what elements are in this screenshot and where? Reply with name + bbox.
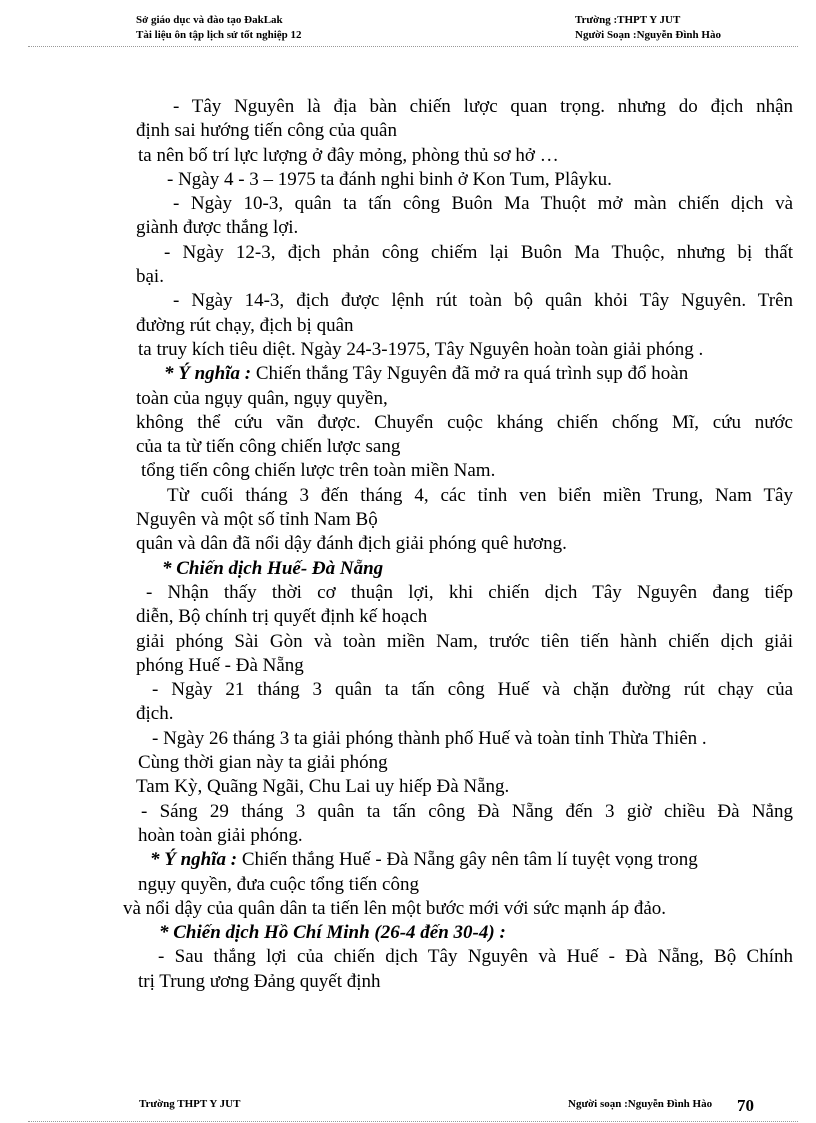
- heading-ho-chi-minh-campaign: * Chiến dịch Hồ Chí Minh (26-4 đến 30-4) :: [159, 922, 506, 944]
- text-line: định sai hướng tiến công của quân: [136, 120, 397, 142]
- text-line: tổng tiến công chiến lược trên toàn miền Nam.: [141, 460, 496, 482]
- text-fragment: Chiến thắng Huế - Đà Nẵng gây nên tâm lí tuyệt vọng trong: [237, 849, 698, 871]
- text-line: - Ngày 26 tháng 3 ta giải phóng thành phố Huế và toàn tỉnh Thừa Thiên .: [152, 727, 707, 749]
- text-line: và nổi dậy của quân dân ta tiến lên một bước mới với sức mạnh áp đảo.: [123, 897, 667, 919]
- header-right: [575, 13, 721, 43]
- footer-school: Trường THPT Y JUT: [139, 1098, 241, 1110]
- text-line: giành được thắng lợi.: [136, 217, 299, 239]
- heading-significance: * Ý nghĩa :: [164, 363, 252, 385]
- header-school-department: Sở giáo dục và đào tạo ĐakLak: [136, 14, 283, 26]
- text-line: hoàn toàn giải phóng.: [138, 824, 303, 846]
- text-line: - Sau thắng lợi của chiến dịch Tây Nguyên và Huế - Đà Nẵng, Bộ Chính: [158, 946, 793, 968]
- text-line: trị Trung ương Đảng quyết định: [138, 970, 381, 992]
- text-line: diễn, Bộ chính trị quyết định kế hoạch: [136, 606, 428, 628]
- text-line: bại.: [136, 266, 164, 288]
- text-line: - Tây Nguyên là địa bàn chiến lược quan trọng. nhưng do địch nhận: [173, 96, 793, 117]
- text-line: - Ngày 4 - 3 – 1975 ta đánh nghi binh ở Kon Tum, Plâyku.: [167, 168, 612, 190]
- text-line: quân và dân đã nổi dậy đánh địch giải phóng quê hương.: [136, 533, 567, 555]
- text-line: - Ngày 21 tháng 3 quân ta tấn công Huế và chặn đường rút chạy của: [152, 679, 793, 701]
- text-fragment: Chiến thắng Tây Nguyên đã mở ra quá trình sụp đổ hoàn: [251, 363, 689, 385]
- text-line: ta truy kích tiêu diệt. Ngày 24-3-1975, Tây Nguyên hoàn toàn giải phóng .: [138, 338, 704, 360]
- text-line: - Ngày 14-3, địch được lệnh rút toàn bộ quân khỏi Tây Nguyên. Trên: [173, 290, 793, 312]
- text-line: của ta từ tiến công chiến lược sang: [136, 436, 401, 458]
- text-line: ngụy quyền, đưa cuộc tổng tiến công: [138, 873, 419, 895]
- text-line: phóng Huế - Đà Nẵng: [136, 654, 304, 676]
- text-line: [136, 362, 793, 386]
- text-line: - Nhận thấy thời cơ thuận lợi, khi chiến dịch Tây Nguyên đang tiếp: [146, 581, 793, 603]
- text-line: [136, 848, 793, 872]
- text-line: Từ cuối tháng 3 đến tháng 4, các tỉnh ven biển miền Trung, Nam Tây: [167, 484, 793, 506]
- text-line: - Ngày 10-3, quân ta tấn công Buôn Ma Thuột mở màn chiến dịch và: [173, 193, 793, 215]
- text-line: địch.: [136, 703, 174, 725]
- text-line: - Ngày 12-3, địch phản công chiếm lại Buôn Ma Thuộc, nhưng bị thất: [164, 241, 793, 263]
- text-line: ta nên bố trí lực lượng ở đây mỏng, phòng thủ sơ hở …: [138, 144, 559, 166]
- text-line: không thể cứu vãn được. Chuyển cuộc kháng chiến chống Mĩ, cứu nước: [136, 411, 793, 433]
- document-body: [123, 95, 793, 994]
- heading-hue-danang-campaign: * Chiến dịch Huế- Đà Nẵng: [162, 557, 384, 579]
- text-line: Nguyên và một số tỉnh Nam Bộ: [136, 509, 378, 531]
- text-line: - Sáng 29 tháng 3 quân ta tấn công Đà Nẵng đến 3 giờ chiều Đà Nẳng: [141, 800, 793, 822]
- text-line: Cùng thời gian này ta giải phóng: [138, 752, 388, 774]
- text-line: đường rút chạy, địch bị quân: [136, 314, 354, 336]
- heading-significance: * Ý nghĩa :: [150, 849, 238, 871]
- header-left: [136, 13, 302, 43]
- header-document-title: Tài liệu ôn tập lịch sử tốt nghiệp 12: [136, 29, 302, 41]
- text-line: giải phóng Sài Gòn và toàn miền Nam, trước tiên tiến hành chiến dịch giải: [136, 630, 793, 652]
- text-line: toàn của ngụy quân, ngụy quyền,: [136, 387, 388, 409]
- header-school-name: Trường :THPT Y JUT: [575, 14, 681, 26]
- text-line: Tam Kỳ, Quãng Ngãi, Chu Lai uy hiếp Đà Nẵng.: [136, 776, 510, 798]
- footer-author: Người soạn :Nguyễn Đình Hào: [568, 1098, 713, 1110]
- header-divider: [28, 46, 798, 47]
- header-author: Người Soạn :Nguyễn Đình Hào: [575, 29, 721, 41]
- footer-divider: [28, 1121, 798, 1122]
- page-number: 70: [737, 1096, 754, 1115]
